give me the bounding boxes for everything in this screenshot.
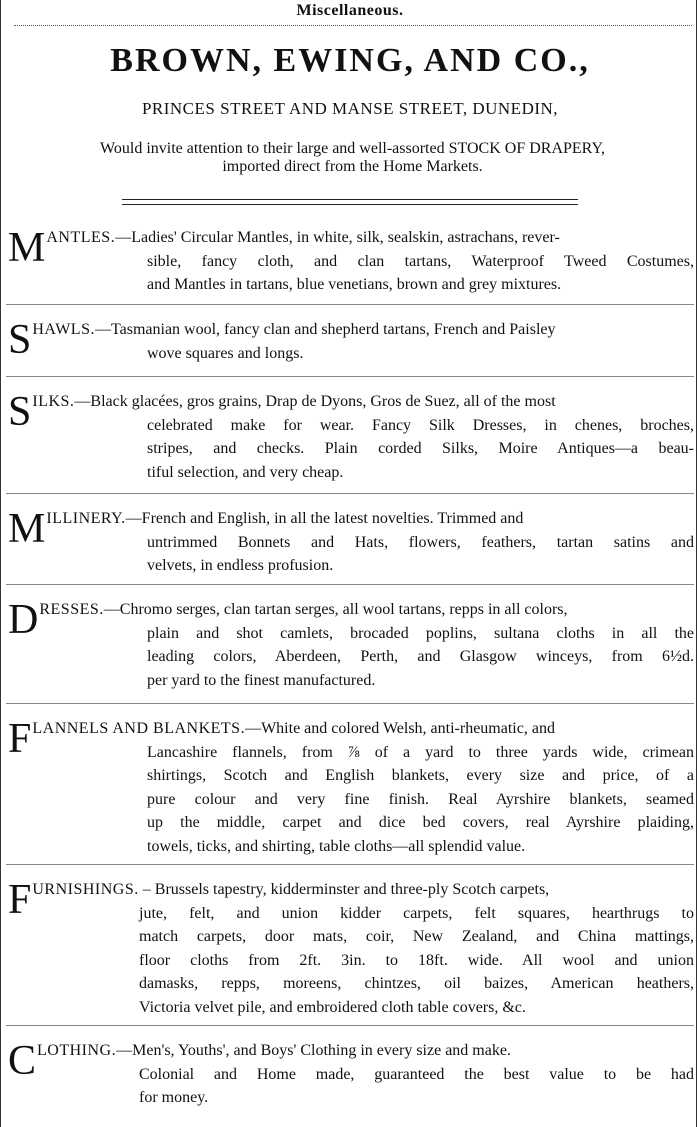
entry-continuation bbox=[147, 531, 694, 578]
drop-initial: S bbox=[8, 389, 32, 435]
entry bbox=[8, 390, 694, 484]
entry-line: celebrated make for wear. Fancy Silk Dresses, in chenes, broches, bbox=[147, 416, 694, 434]
entry-heading: URNISHINGS. bbox=[32, 881, 139, 898]
entry-line: wove squares and longs. bbox=[147, 344, 304, 362]
entry-first-text: – Brussels tapestry, kidderminster and three-ply Scotch carpets, bbox=[138, 881, 550, 898]
entry-heading: ANTLES. bbox=[46, 229, 116, 246]
entry-divider bbox=[6, 703, 694, 704]
entry-first-text: —Tasmanian wool, fancy clan and shepherd tartans, French and Paisley bbox=[94, 321, 556, 338]
entry-divider bbox=[6, 1025, 694, 1026]
entry-line: for money. bbox=[139, 1089, 209, 1106]
left-border bbox=[0, 0, 1, 1127]
firm-name: BROWN, EWING, AND CO., bbox=[110, 42, 590, 79]
drop-initial: M bbox=[8, 506, 46, 552]
entry-continuation bbox=[147, 250, 694, 297]
entry bbox=[8, 507, 694, 578]
entry-first-text: —Ladies' Circular Mantles, in white, silk, sealskin, astrachans, rever- bbox=[115, 229, 560, 246]
entry-heading: LOTHING. bbox=[37, 1042, 117, 1059]
intro-paragraph bbox=[10, 140, 695, 176]
drop-initial: D bbox=[8, 597, 39, 643]
entry-divider bbox=[6, 584, 694, 585]
entry-line: untrimmed Bonnets and Hats, flowers, feathers, tartan satins and bbox=[147, 533, 694, 551]
entry-line: Colonial and Home made, guaranteed the best value to be had bbox=[139, 1065, 694, 1083]
drop-initial: F bbox=[8, 716, 32, 762]
entry-line: sible, fancy cloth, and clan tartans, Waterproof Tweed Costumes, bbox=[147, 252, 694, 270]
entry-continuation bbox=[147, 741, 694, 859]
top-rule bbox=[14, 25, 692, 26]
entry-line: and Mantles in tartans, blue venetians, brown and grey mixtures. bbox=[147, 276, 562, 293]
entry bbox=[8, 598, 694, 692]
entry-line: tiful selection, and very cheap. bbox=[147, 463, 344, 481]
entry-line: pure colour and very fine finish. Real Ayrshire blankets, seamed bbox=[147, 790, 694, 808]
entry-divider bbox=[6, 376, 694, 377]
entry-line: damasks, repps, moreens, chintzes, oil baizes, American heathers, bbox=[139, 975, 694, 992]
entry-line: leading colors, Aberdeen, Perth, and Glasgow winceys, from 6½d. bbox=[147, 648, 694, 665]
drop-initial: M bbox=[8, 225, 46, 271]
entry-heading: RESSES. bbox=[39, 601, 104, 618]
entry-line: velvets, in endless profusion. bbox=[147, 557, 334, 574]
intro-line-2: imported direct from the Home Markets. bbox=[222, 158, 483, 175]
address: PRINCES STREET AND MANSE STREET, DUNEDIN, bbox=[141, 99, 559, 118]
entry-line: Lancashire flannels, from ⅞ of a yard to three yards wide, crimean bbox=[147, 743, 694, 761]
entry bbox=[8, 878, 694, 1019]
entry-heading: LANNELS AND BLANKETS. bbox=[32, 720, 246, 737]
double-rule bbox=[122, 199, 578, 205]
entry-first-text: —French and English, in all the latest novelties. Trimmed and bbox=[125, 510, 524, 527]
drop-initial: C bbox=[8, 1038, 37, 1084]
entry-line: per yard to the finest manufactured. bbox=[147, 671, 376, 689]
section-label: Miscellaneous. bbox=[296, 2, 404, 19]
right-border bbox=[696, 0, 697, 1127]
entry-line: towels, ticks, and shirting, table cloths—all splendid value. bbox=[147, 837, 526, 855]
entry-first-text: —Black glacées, gros grains, Drap de Dyons, Gros de Suez, all of the most bbox=[74, 393, 556, 410]
entry-heading: ILKS. bbox=[32, 393, 75, 410]
entry-divider bbox=[6, 864, 694, 865]
entry bbox=[8, 226, 694, 297]
entry-first-text: —Chromo serges, clan tartan serges, all wool tartans, repps in all colors, bbox=[103, 601, 568, 618]
entry-divider bbox=[6, 304, 694, 305]
entry-line: floor cloths from 2ft. 3in. to 18ft. wide. All wool and union bbox=[139, 951, 694, 969]
entry-line: up the middle, carpet and dice bed covers, real Ayrshire plaiding, bbox=[147, 814, 694, 831]
entry bbox=[8, 1039, 694, 1110]
entry-line: jute, felt, and union kidder carpets, felt squares, hearthrugs to bbox=[139, 904, 694, 922]
entry-line: shirtings, Scotch and English blankets, every size and price, of a bbox=[147, 767, 694, 784]
entry bbox=[8, 318, 694, 365]
entry-first-text: —Men's, Youths', and Boys' Clothing in every size and make. bbox=[116, 1042, 511, 1059]
entry-line: plain and shot camlets, brocaded poplins, sultana cloths in all the bbox=[147, 624, 694, 642]
entry-divider bbox=[6, 493, 694, 494]
drop-initial: S bbox=[8, 317, 32, 363]
entry-first-text: —White and colored Welsh, anti-rheumatic, and bbox=[245, 720, 555, 737]
drop-initial: F bbox=[8, 877, 32, 923]
entry-continuation bbox=[139, 1063, 694, 1110]
entry bbox=[8, 717, 694, 858]
intro-line-1: Would invite attention to their large and well-assorted STOCK OF DRAPERY, bbox=[100, 140, 605, 157]
entry-heading: ILLINERY. bbox=[46, 510, 126, 527]
entry-line: match carpets, door mats, coir, New Zealand, and China mattings, bbox=[139, 928, 694, 945]
entry-line: Victoria velvet pile, and embroidered cloth table covers, &c. bbox=[139, 998, 526, 1016]
entry-continuation bbox=[147, 342, 694, 366]
entry-continuation bbox=[147, 622, 694, 693]
entry-continuation bbox=[139, 902, 694, 1020]
entry-heading: HAWLS. bbox=[32, 321, 95, 338]
entry-continuation bbox=[147, 414, 694, 485]
entry-line: stripes, and checks. Plain corded Silks, Moire Antiques—a beau- bbox=[147, 440, 694, 457]
